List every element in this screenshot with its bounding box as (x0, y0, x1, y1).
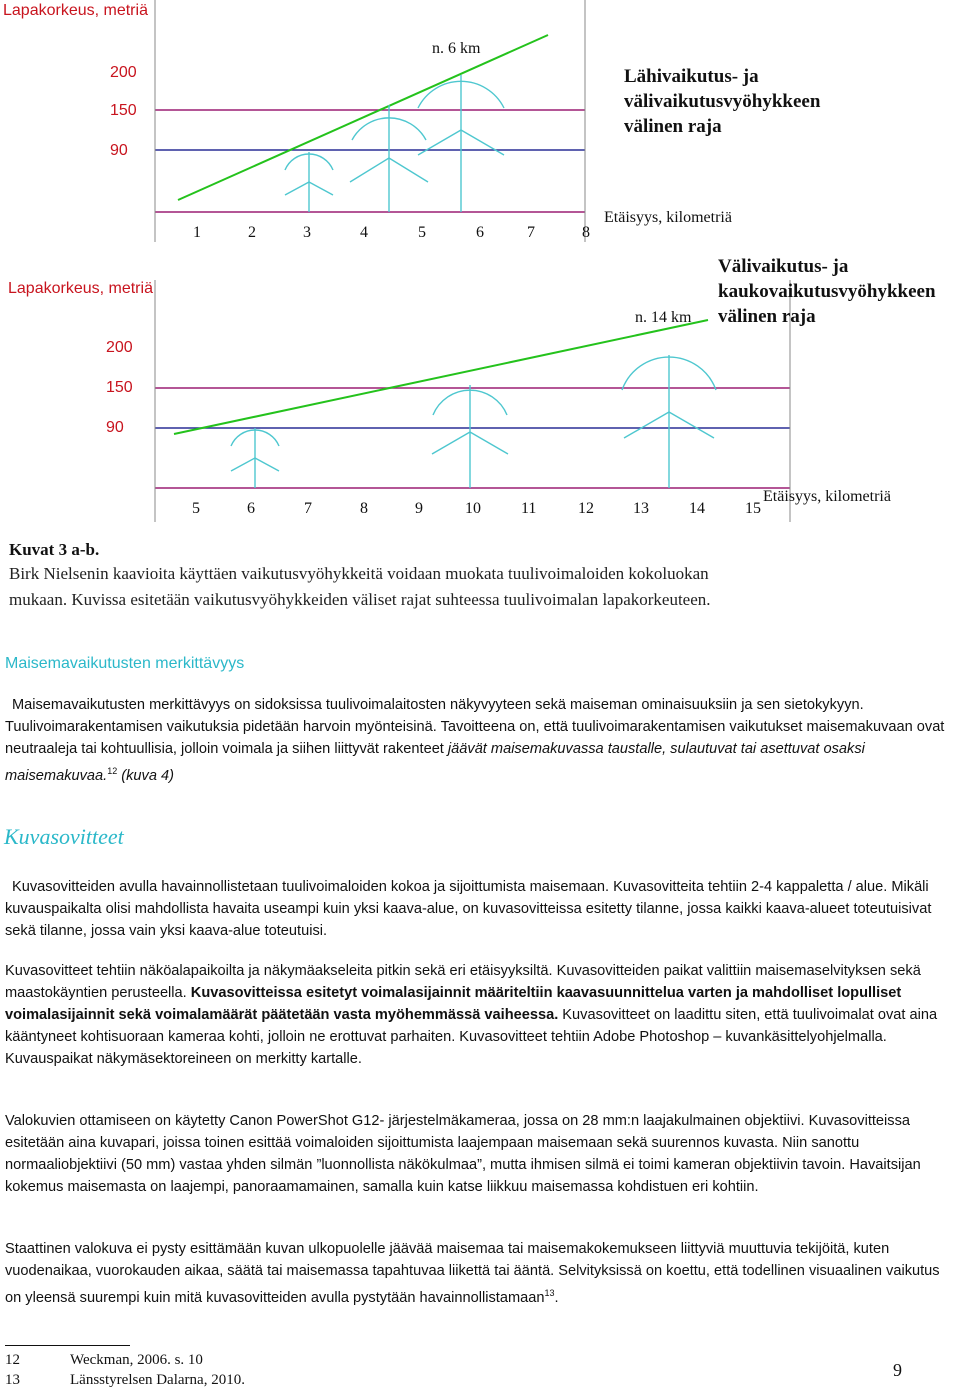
chart-a-x-tick: 4 (360, 224, 368, 241)
footnote-number: 12 (5, 1352, 20, 1368)
chart-a-distance-note: n. 6 km (432, 40, 481, 57)
chart-a-graphics (0, 0, 960, 250)
section2-paragraph-2 (5, 960, 955, 1070)
page-number: 9 (893, 1360, 902, 1380)
chart-a-x-tick: 1 (193, 224, 201, 241)
chart-b-x-tick: 7 (304, 500, 312, 517)
chart-a-boundary-line (178, 35, 548, 200)
section2-p2-text-end: Kuvasovitteet on laadittu siten, että tuulivoimalat ovat aina kääntyneet kohtisuoraan kameraa kohti, jolloin ne erottuvat parhaiten. Kuvasovitteet tehtiin Adobe Photoshop – kuvankäsittelyohjelmalla. Kuvauspaikat näkymäsektoreineen on merkitty kartalle. (5, 1007, 938, 1067)
chart-b-x-tick: 8 (360, 500, 368, 517)
section2-p2-bold-text: Kuvasovitteissa esitetyt voimalasijainnit määriteltiin kaavasuunnittelua varten ja mahdolliset lopulliset voimalasijainnit sekä voimalamäärät päätetään vasta myöhemmässä vaiheessa. (5, 985, 902, 1023)
section1-paragraph (5, 694, 955, 787)
section1-text: Maisemavaikutusten merkittävyys on sidoksissa tuulivoimalaitosten näkyvyyteen sekä maiseman ominaisuuksiin ja sen sietokykyyn. Tuulivoimarakentamisen vaikutuksia pidetään harvoin myönteisinä. Tavoitteena on, että tuulivoimarakentamisen vaikutukset maisemakuvaan ovat neutraaleja tai kohtuullisia, jolloin voimala ja siihen liittyvät rakenteet (5, 697, 945, 757)
chart-b-x-tick: 9 (415, 500, 423, 517)
footnote-text: Weckman, 2006. s. 10 (70, 1352, 203, 1368)
chart-b-x-label: Etäisyys, kilometriä (763, 488, 891, 505)
chart-b-x-tick: 13 (633, 500, 649, 517)
chart-a-x-tick: 5 (418, 224, 426, 241)
chart-b-boundary-title-2: kaukovaikutusvyöhykkeen (718, 281, 936, 302)
caption-title: Kuvat 3 a-b. (9, 540, 100, 559)
section1-italic-text: jäävät maisemakuvassa taustalle, sulautuvat tai asettuvat osaksi maisemakuvaa. (5, 741, 865, 784)
chart-a-y-tick-150: 150 (110, 102, 137, 119)
section2-p4-text: Staattinen valokuva ei pysty esittämään kuvan ulkopuolelle jäävää maisemaa tai maisemakokemukseen liittyviä muuttuvia tekijöitä, kuten vuodenaikaa, vuorokauden aikaa, säätä tai maisemassa tapahtuvaa liikettä tai ääntä. Selvityksissä on koettu, että todellinen visuaalinen vaikutus on yleensä suurempi kuin mitä kuvasovitteiden avulla pystytään havainnollistamaan (5, 1241, 940, 1306)
chart-b-y-tick-200: 200 (106, 339, 133, 356)
chart-a-x-tick: 2 (248, 224, 256, 241)
chart-a-boundary-title-3: välinen raja (624, 116, 722, 137)
footnote-13 (5, 1372, 245, 1389)
chart-b-x-tick: 10 (465, 500, 481, 517)
chart-b-boundary-title-3: välinen raja (718, 306, 816, 327)
chart-b-x-tick: 6 (247, 500, 255, 517)
chart-b-x-tick: 15 (745, 500, 761, 517)
chart-a-y-label: Lapakorkeus, metriä (3, 2, 148, 19)
chart-b-y-tick-90: 90 (106, 419, 124, 436)
chart-a-turbines (285, 75, 504, 212)
footnote-divider (5, 1345, 130, 1346)
footnote-ref-13[interactable]: 13 (544, 1288, 555, 1298)
chart-a-boundary-title-2: välivaikutusvyöhykkeen (624, 91, 821, 112)
chart-a-y-tick-90: 90 (110, 142, 128, 159)
chart-a-x-tick: 3 (303, 224, 311, 241)
section2-paragraph-4 (5, 1238, 955, 1309)
chart-a-x-tick: 8 (582, 224, 590, 241)
section2-p2-text: Kuvasovitteet tehtiin näköalapaikoilta ja näkymäakseleita pitkin sekä eri etäisyyksiltä. Kuvasovitteiden paikat valittiin maisemaselvityksen sekä maastokäyntien perusteella. (5, 963, 921, 1001)
section1-figure-ref: (kuva 4) (117, 767, 174, 784)
footnote-12 (5, 1352, 203, 1369)
section-heading-kuvasovitteet: Kuvasovitteet (4, 824, 124, 849)
caption-line-2: mukaan. Kuvissa esitetään vaikutusvyöhykkeiden väliset rajat suhteessa tuulivoimalan lapakorkeuteen. (9, 590, 711, 609)
footnote-number: 13 (5, 1372, 20, 1388)
chart-a-x-tick: 6 (476, 224, 484, 241)
chart-b-distance-note: n. 14 km (635, 309, 692, 326)
chart-b-y-label: Lapakorkeus, metriä (8, 280, 153, 297)
section2-paragraph-1: Kuvasovitteiden avulla havainnollistetaan tuulivoimaloiden kokoa ja sijoittumista maisemaan. Kuvasovitteita tehtiin 2-4 kappaletta / alue. Mikäli kuvauspaikalta olisi mahdollista havaita useampi kuin yksi kaava-alue, on kuvasovitteissa esitetty tilanne, jossa kaikki kaava-alueet toteutuisivat sekä tilanne, jossa vain yksi kaava-alue toteutuisi. (5, 879, 932, 939)
section2-p4-end: . (554, 1289, 559, 1306)
footnote-text: Länsstyrelsen Dalarna, 2010. (70, 1372, 245, 1388)
chart-b-boundary-title-1: Välivaikutus- ja (718, 256, 849, 277)
chart-b-x-tick: 11 (521, 500, 537, 517)
section-heading-maisemavaikutukset: Maisemavaikutusten merkittävyys (5, 655, 245, 672)
chart-b-x-tick: 12 (578, 500, 594, 517)
chart-a-y-tick-200: 200 (110, 64, 137, 81)
footnote-ref-12[interactable]: 12 (107, 766, 118, 776)
caption-line-1: Birk Nielsenin kaavioita käyttäen vaikutusvyöhykkeitä voidaan muokata tuulivoimaloiden kokoluokan (9, 564, 709, 583)
chart-a-x-tick: 7 (527, 224, 535, 241)
section2-paragraph-3: Valokuvien ottamiseen on käytetty Canon PowerShot G12- järjestelmäkameraa, jossa on 28 mm:n laajakulmainen objektiivi. Kuvasovitteissa esitetään aina kuvapari, joissa toinen esittää voimaloiden sijoittumista laajempaan maisemaan sekä suurennos kuvasta. Niin sanottu normaaliobjektiivi (50 mm) vastaa yhden silmän ”luonnollista näkökulmaa”, mutta ihmisen silmä ei toimi kameran objektiivin tavoin. Havaitsijan kokemus maisemasta on laajempi, panoraamamainen, samalla kuin katse liikkuu maisemassa kohdistuen eri kohtiin. (5, 1113, 921, 1195)
chart-b-x-tick: 5 (192, 500, 200, 517)
chart-b-x-tick: 14 (689, 500, 705, 517)
chart-b-boundary-line (174, 320, 708, 434)
chart-a-boundary-title-1: Lähivaikutus- ja (624, 66, 759, 87)
chart-a-x-label: Etäisyys, kilometriä (604, 209, 732, 226)
chart-b-turbines (231, 355, 716, 488)
chart-b-y-tick-150: 150 (106, 379, 133, 396)
